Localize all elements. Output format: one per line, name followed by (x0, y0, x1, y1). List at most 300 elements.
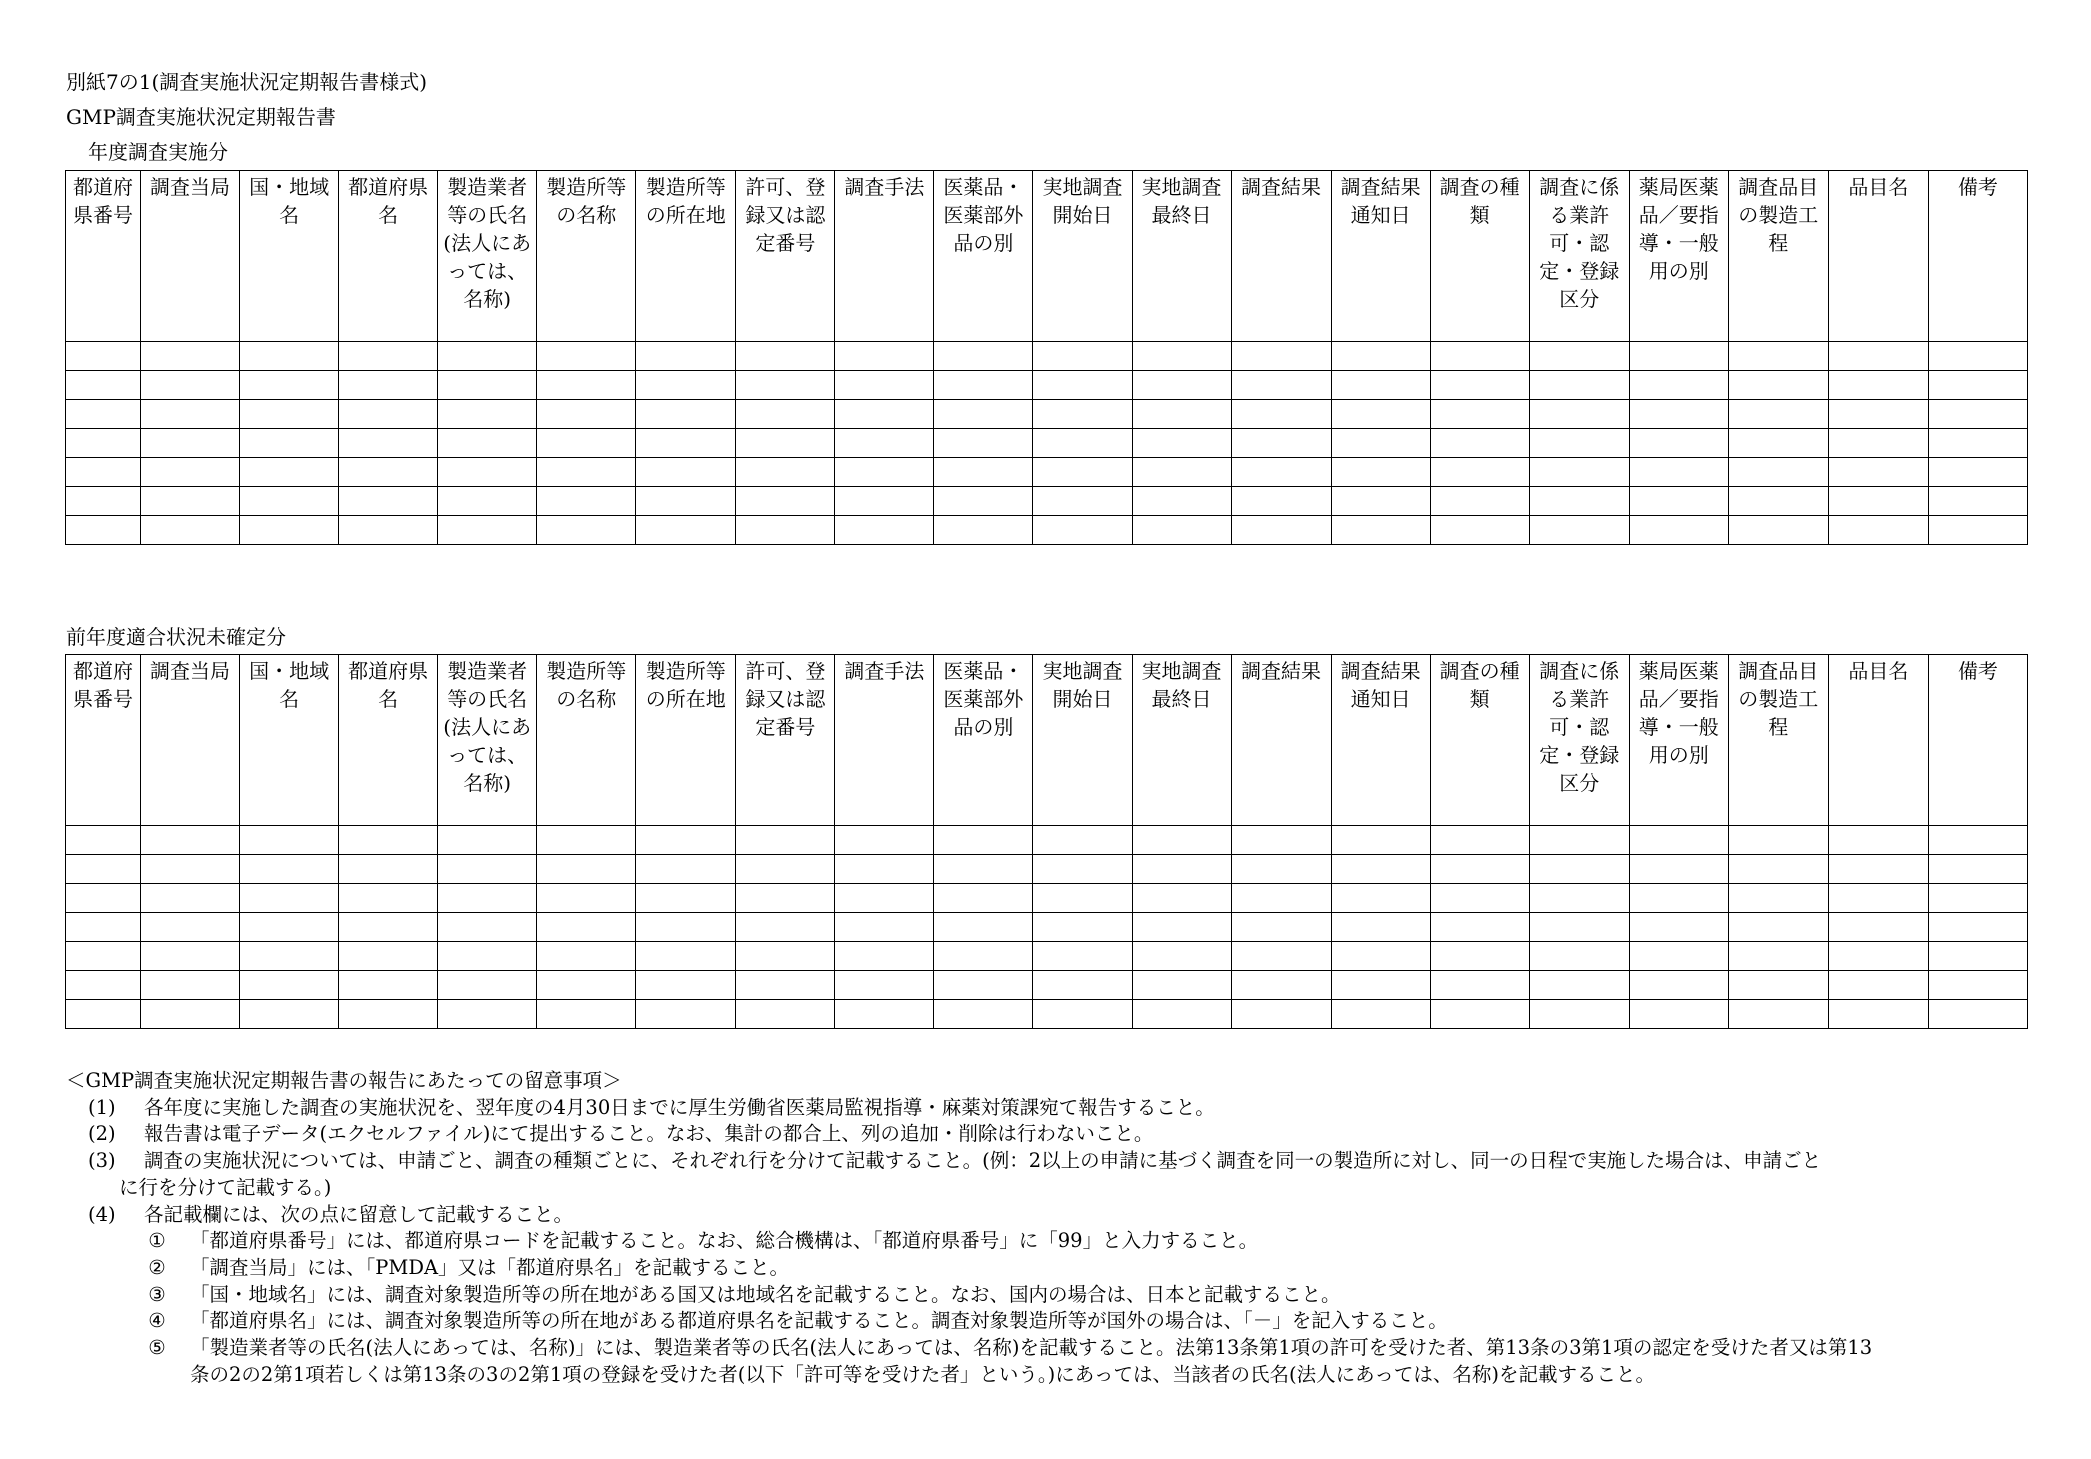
table-cell[interactable] (1629, 942, 1728, 971)
table-cell[interactable] (66, 913, 141, 942)
table-cell[interactable] (1033, 942, 1132, 971)
table-cell[interactable] (240, 516, 339, 545)
table-cell[interactable] (1430, 400, 1529, 429)
col-onsite-end: 実地調査最終日 (1132, 655, 1231, 826)
table-cell[interactable] (141, 342, 240, 371)
table-cell[interactable] (1430, 855, 1529, 884)
table-cell[interactable] (1928, 342, 2027, 371)
table-cell[interactable] (1928, 371, 2027, 400)
table-cell[interactable] (1132, 884, 1231, 913)
table-cell[interactable] (934, 1000, 1033, 1029)
table-cell[interactable] (1828, 458, 1928, 487)
table-cell[interactable] (835, 826, 934, 855)
table-cell[interactable] (1529, 429, 1629, 458)
table-cell[interactable] (1132, 971, 1231, 1000)
table-cell[interactable] (1033, 1000, 1132, 1029)
table-cell[interactable] (1132, 1000, 1231, 1029)
table-cell[interactable] (934, 826, 1033, 855)
table-row (66, 516, 2028, 545)
table-cell[interactable] (1331, 942, 1430, 971)
table-cell[interactable] (1728, 342, 1828, 371)
table-cell[interactable] (66, 942, 141, 971)
table-cell[interactable] (1728, 971, 1828, 1000)
table-cell[interactable] (736, 971, 835, 1000)
table-cell[interactable] (636, 458, 736, 487)
table-cell[interactable] (1231, 971, 1331, 1000)
table-cell[interactable] (1928, 855, 2027, 884)
table-cell[interactable] (1529, 826, 1629, 855)
table-cell[interactable] (339, 971, 438, 1000)
table-cell[interactable] (1529, 342, 1629, 371)
table-cell[interactable] (1231, 487, 1331, 516)
table-cell[interactable] (66, 371, 141, 400)
table-cell[interactable] (537, 400, 636, 429)
table-cell[interactable] (736, 487, 835, 516)
table-cell[interactable] (1928, 1000, 2027, 1029)
table-cell[interactable] (1828, 971, 1928, 1000)
table-cell[interactable] (736, 342, 835, 371)
table-cell[interactable] (1033, 855, 1132, 884)
table-cell[interactable] (1231, 1000, 1331, 1029)
table-cell[interactable] (1430, 516, 1529, 545)
table-cell[interactable] (1629, 371, 1728, 400)
table-cell[interactable] (636, 913, 736, 942)
table-cell[interactable] (1928, 884, 2027, 913)
table-cell[interactable] (1529, 855, 1629, 884)
table-cell[interactable] (636, 971, 736, 1000)
table-cell[interactable] (1629, 913, 1728, 942)
table-cell[interactable] (1132, 400, 1231, 429)
table-cell[interactable] (1231, 516, 1331, 545)
table-cell[interactable] (1529, 1000, 1629, 1029)
table-cell[interactable] (934, 458, 1033, 487)
table-cell[interactable] (537, 971, 636, 1000)
document-reference: 別紙7の1(調査実施状況定期報告書様式) (66, 70, 428, 94)
table-cell[interactable] (1132, 826, 1231, 855)
table-cell[interactable] (1430, 371, 1529, 400)
table-cell[interactable] (66, 516, 141, 545)
table-cell[interactable] (438, 913, 537, 942)
table-cell[interactable] (141, 913, 240, 942)
table-cell[interactable] (141, 429, 240, 458)
table-cell[interactable] (1529, 487, 1629, 516)
table-cell[interactable] (1529, 371, 1629, 400)
table-cell[interactable] (1132, 855, 1231, 884)
table-cell[interactable] (1331, 971, 1430, 1000)
col-result-notice-date: 調査結果通知日 (1331, 171, 1430, 342)
col-remarks: 備考 (1928, 655, 2027, 826)
note-text: 各記載欄には、次の点に留意して記載すること。 (144, 1202, 574, 1226)
table-cell[interactable] (240, 342, 339, 371)
table-cell[interactable] (1629, 826, 1728, 855)
table-cell[interactable] (736, 1000, 835, 1029)
table-cell[interactable] (438, 458, 537, 487)
table-cell[interactable] (1033, 971, 1132, 1000)
table-cell[interactable] (438, 971, 537, 1000)
table-cell[interactable] (240, 429, 339, 458)
table-cell[interactable] (636, 400, 736, 429)
table-cell[interactable] (636, 855, 736, 884)
table-cell[interactable] (141, 516, 240, 545)
table-cell[interactable] (1033, 342, 1132, 371)
table-cell[interactable] (1033, 487, 1132, 516)
table-cell[interactable] (537, 913, 636, 942)
table-cell[interactable] (835, 371, 934, 400)
table-cell[interactable] (1331, 342, 1430, 371)
table-cell[interactable] (1629, 400, 1728, 429)
table-cell[interactable] (240, 458, 339, 487)
table-cell[interactable] (1033, 458, 1132, 487)
table-cell[interactable] (636, 342, 736, 371)
table-cell[interactable] (934, 487, 1033, 516)
table-cell[interactable] (240, 942, 339, 971)
table-cell[interactable] (1231, 855, 1331, 884)
table-cell[interactable] (636, 1000, 736, 1029)
table-cell[interactable] (1430, 342, 1529, 371)
table-cell[interactable] (736, 371, 835, 400)
table-cell[interactable] (736, 913, 835, 942)
table-cell[interactable] (438, 487, 537, 516)
table-cell[interactable] (1928, 971, 2027, 1000)
table-cell[interactable] (1231, 458, 1331, 487)
table-cell[interactable] (1728, 429, 1828, 458)
col-manufacturing-process: 調査品目の製造工程 (1728, 655, 1828, 826)
table-cell[interactable] (1728, 942, 1828, 971)
table-cell[interactable] (835, 971, 934, 1000)
table-cell[interactable] (1033, 913, 1132, 942)
table-cell[interactable] (1430, 826, 1529, 855)
table-cell[interactable] (141, 1000, 240, 1029)
sub-note-number: ④ (148, 1309, 166, 1333)
sub-note-number: ⑤ (148, 1336, 166, 1360)
table-cell[interactable] (1331, 400, 1430, 429)
table-cell[interactable] (835, 884, 934, 913)
table-cell[interactable] (1828, 826, 1928, 855)
table-cell[interactable] (835, 913, 934, 942)
table-cell[interactable] (1132, 458, 1231, 487)
col-manufacturer-name: 製造業者等の氏名(法人にあっては、名称) (438, 171, 537, 342)
table-cell[interactable] (141, 400, 240, 429)
table-cell[interactable] (1828, 884, 1928, 913)
table-cell[interactable] (1033, 826, 1132, 855)
table-cell[interactable] (1828, 855, 1928, 884)
table-cell[interactable] (141, 487, 240, 516)
table-cell[interactable] (1928, 826, 2027, 855)
table-cell[interactable] (636, 487, 736, 516)
table-cell[interactable] (1231, 400, 1331, 429)
table-cell[interactable] (438, 826, 537, 855)
table-cell[interactable] (438, 429, 537, 458)
table-cell[interactable] (1529, 516, 1629, 545)
table-cell[interactable] (934, 913, 1033, 942)
col-survey-type: 調査の種類 (1430, 171, 1529, 342)
table-cell[interactable] (1728, 855, 1828, 884)
table-cell[interactable] (537, 371, 636, 400)
table-cell[interactable] (636, 942, 736, 971)
table-cell[interactable] (1430, 487, 1529, 516)
table-cell[interactable] (141, 458, 240, 487)
table-cell[interactable] (1928, 942, 2027, 971)
table-cell[interactable] (1828, 371, 1928, 400)
table-cell[interactable] (1331, 458, 1430, 487)
table-cell[interactable] (934, 400, 1033, 429)
table-cell[interactable] (1331, 884, 1430, 913)
table-cell[interactable] (1629, 1000, 1728, 1029)
table-cell[interactable] (537, 429, 636, 458)
table-cell[interactable] (934, 884, 1033, 913)
table-cell[interactable] (66, 826, 141, 855)
table-cell[interactable] (1728, 458, 1828, 487)
table-cell[interactable] (636, 516, 736, 545)
table-cell[interactable] (1828, 429, 1928, 458)
table-cell[interactable] (1828, 400, 1928, 429)
table-cell[interactable] (1430, 429, 1529, 458)
table-cell[interactable] (1728, 400, 1828, 429)
table-cell[interactable] (1132, 516, 1231, 545)
table-cell[interactable] (1331, 1000, 1430, 1029)
table-cell[interactable] (438, 516, 537, 545)
table-cell[interactable] (1529, 884, 1629, 913)
table-cell[interactable] (1033, 371, 1132, 400)
table-cell[interactable] (438, 884, 537, 913)
table-cell[interactable] (1928, 458, 2027, 487)
table-cell[interactable] (1033, 516, 1132, 545)
table-cell[interactable] (1828, 1000, 1928, 1029)
table-cell[interactable] (934, 429, 1033, 458)
table-cell[interactable] (1529, 971, 1629, 1000)
table-cell[interactable] (1132, 942, 1231, 971)
table-cell[interactable] (934, 342, 1033, 371)
table-cell[interactable] (1629, 429, 1728, 458)
table-cell[interactable] (240, 826, 339, 855)
table-cell[interactable] (1331, 913, 1430, 942)
table-cell[interactable] (1331, 855, 1430, 884)
table-cell[interactable] (736, 826, 835, 855)
table-cell[interactable] (636, 371, 736, 400)
table-cell[interactable] (835, 1000, 934, 1029)
table-cell[interactable] (141, 942, 240, 971)
table-cell[interactable] (339, 855, 438, 884)
table-cell[interactable] (1629, 855, 1728, 884)
table-cell[interactable] (1728, 913, 1828, 942)
table-cell[interactable] (1331, 516, 1430, 545)
table-cell[interactable] (240, 855, 339, 884)
col-survey-result: 調査結果 (1231, 171, 1331, 342)
table-cell[interactable] (537, 855, 636, 884)
table-cell[interactable] (240, 400, 339, 429)
table-cell[interactable] (1231, 371, 1331, 400)
table-cell[interactable] (339, 458, 438, 487)
table-cell[interactable] (1928, 913, 2027, 942)
table-cell[interactable] (835, 342, 934, 371)
table-cell[interactable] (1728, 516, 1828, 545)
table-cell[interactable] (1529, 913, 1629, 942)
table-cell[interactable] (1430, 942, 1529, 971)
table-cell[interactable] (1231, 913, 1331, 942)
table-cell[interactable] (1629, 971, 1728, 1000)
table-cell[interactable] (66, 971, 141, 1000)
table-cell[interactable] (141, 371, 240, 400)
table-cell[interactable] (1033, 884, 1132, 913)
table-cell[interactable] (1728, 826, 1828, 855)
table-cell[interactable] (1331, 826, 1430, 855)
table-row (66, 487, 2028, 516)
table-cell[interactable] (339, 942, 438, 971)
col-survey-authority: 調査当局 (141, 655, 240, 826)
table-cell[interactable] (339, 1000, 438, 1029)
table-row (66, 913, 2028, 942)
table-cell[interactable] (1331, 371, 1430, 400)
col-site-address: 製造所等の所在地 (636, 171, 736, 342)
table-cell[interactable] (1529, 942, 1629, 971)
table-cell[interactable] (438, 855, 537, 884)
table-cell[interactable] (835, 400, 934, 429)
table-cell[interactable] (636, 826, 736, 855)
table-cell[interactable] (934, 855, 1033, 884)
table-cell[interactable] (66, 487, 141, 516)
table-cell[interactable] (736, 400, 835, 429)
table-cell[interactable] (537, 342, 636, 371)
table-cell[interactable] (339, 913, 438, 942)
table-cell[interactable] (835, 942, 934, 971)
table-cell[interactable] (1430, 913, 1529, 942)
table-cell[interactable] (537, 487, 636, 516)
table-cell[interactable] (438, 371, 537, 400)
table-cell[interactable] (1231, 429, 1331, 458)
table-cell[interactable] (1430, 458, 1529, 487)
col-survey-result: 調査結果 (1231, 655, 1331, 826)
table-cell[interactable] (66, 400, 141, 429)
table-cell[interactable] (438, 1000, 537, 1029)
table-cell[interactable] (934, 971, 1033, 1000)
table-cell[interactable] (141, 826, 240, 855)
table-cell[interactable] (1231, 884, 1331, 913)
table-cell[interactable] (537, 884, 636, 913)
table-cell[interactable] (339, 342, 438, 371)
table-cell[interactable] (934, 942, 1033, 971)
table-cell[interactable] (1132, 913, 1231, 942)
table-cell[interactable] (1828, 942, 1928, 971)
table-cell[interactable] (1728, 884, 1828, 913)
table-cell[interactable] (339, 487, 438, 516)
table-cell[interactable] (438, 342, 537, 371)
table-cell[interactable] (1629, 884, 1728, 913)
table-cell[interactable] (1430, 971, 1529, 1000)
table-cell[interactable] (66, 884, 141, 913)
table-cell[interactable] (339, 371, 438, 400)
table-cell[interactable] (537, 516, 636, 545)
table-cell[interactable] (240, 913, 339, 942)
table-cell[interactable] (1629, 487, 1728, 516)
table-cell[interactable] (1928, 487, 2027, 516)
table-cell[interactable] (1928, 516, 2027, 545)
table-cell[interactable] (438, 942, 537, 971)
table-cell[interactable] (1728, 1000, 1828, 1029)
table-header-row (66, 171, 2028, 342)
table-cell[interactable] (339, 826, 438, 855)
table-cell[interactable] (1629, 516, 1728, 545)
table-cell[interactable] (339, 516, 438, 545)
table-cell[interactable] (438, 400, 537, 429)
table-cell[interactable] (934, 371, 1033, 400)
table-cell[interactable] (736, 884, 835, 913)
table-cell[interactable] (240, 371, 339, 400)
table-cell[interactable] (141, 971, 240, 1000)
table-cell[interactable] (66, 458, 141, 487)
table-cell[interactable] (1132, 371, 1231, 400)
table-cell[interactable] (835, 487, 934, 516)
table-cell[interactable] (736, 942, 835, 971)
table-cell[interactable] (1828, 342, 1928, 371)
table-cell[interactable] (1231, 942, 1331, 971)
table-cell[interactable] (240, 884, 339, 913)
table-cell[interactable] (339, 884, 438, 913)
table-cell[interactable] (1331, 429, 1430, 458)
table-cell[interactable] (1033, 400, 1132, 429)
table-cell[interactable] (835, 429, 934, 458)
table-cell[interactable] (1430, 884, 1529, 913)
table-cell[interactable] (1430, 1000, 1529, 1029)
table-cell[interactable] (1132, 342, 1231, 371)
table-cell[interactable] (1728, 371, 1828, 400)
table-cell[interactable] (1331, 487, 1430, 516)
table-cell[interactable] (1231, 826, 1331, 855)
table-cell[interactable] (240, 971, 339, 1000)
table-cell[interactable] (934, 516, 1033, 545)
table-cell[interactable] (736, 516, 835, 545)
table-cell[interactable] (736, 429, 835, 458)
table-cell[interactable] (66, 429, 141, 458)
table-cell[interactable] (1728, 487, 1828, 516)
table-cell[interactable] (537, 1000, 636, 1029)
table-cell[interactable] (1928, 400, 2027, 429)
table-cell[interactable] (1529, 400, 1629, 429)
table-cell[interactable] (1629, 342, 1728, 371)
table-cell[interactable] (1828, 516, 1928, 545)
table-cell[interactable] (537, 826, 636, 855)
table-cell[interactable] (736, 855, 835, 884)
table-cell[interactable] (736, 458, 835, 487)
table-cell[interactable] (835, 516, 934, 545)
table-cell[interactable] (66, 1000, 141, 1029)
table-cell[interactable] (141, 884, 240, 913)
table-body (66, 342, 2028, 545)
table-cell[interactable] (339, 429, 438, 458)
table-cell[interactable] (66, 342, 141, 371)
table-cell[interactable] (537, 458, 636, 487)
table-cell[interactable] (1828, 913, 1928, 942)
table-cell[interactable] (835, 855, 934, 884)
table-cell[interactable] (1629, 458, 1728, 487)
table-cell[interactable] (240, 487, 339, 516)
table-cell[interactable] (141, 855, 240, 884)
table-cell[interactable] (1132, 429, 1231, 458)
table-cell[interactable] (1828, 487, 1928, 516)
table-cell[interactable] (1231, 342, 1331, 371)
table-cell[interactable] (636, 884, 736, 913)
table-cell[interactable] (66, 855, 141, 884)
table-cell[interactable] (240, 1000, 339, 1029)
table-cell[interactable] (339, 400, 438, 429)
table-cell[interactable] (636, 429, 736, 458)
table-cell[interactable] (1132, 487, 1231, 516)
table-cell[interactable] (1033, 429, 1132, 458)
table-cell[interactable] (1529, 458, 1629, 487)
table-cell[interactable] (835, 458, 934, 487)
table-cell[interactable] (1928, 429, 2027, 458)
col-drug-type: 医薬品・医薬部外品の別 (934, 655, 1033, 826)
table-cell[interactable] (537, 942, 636, 971)
